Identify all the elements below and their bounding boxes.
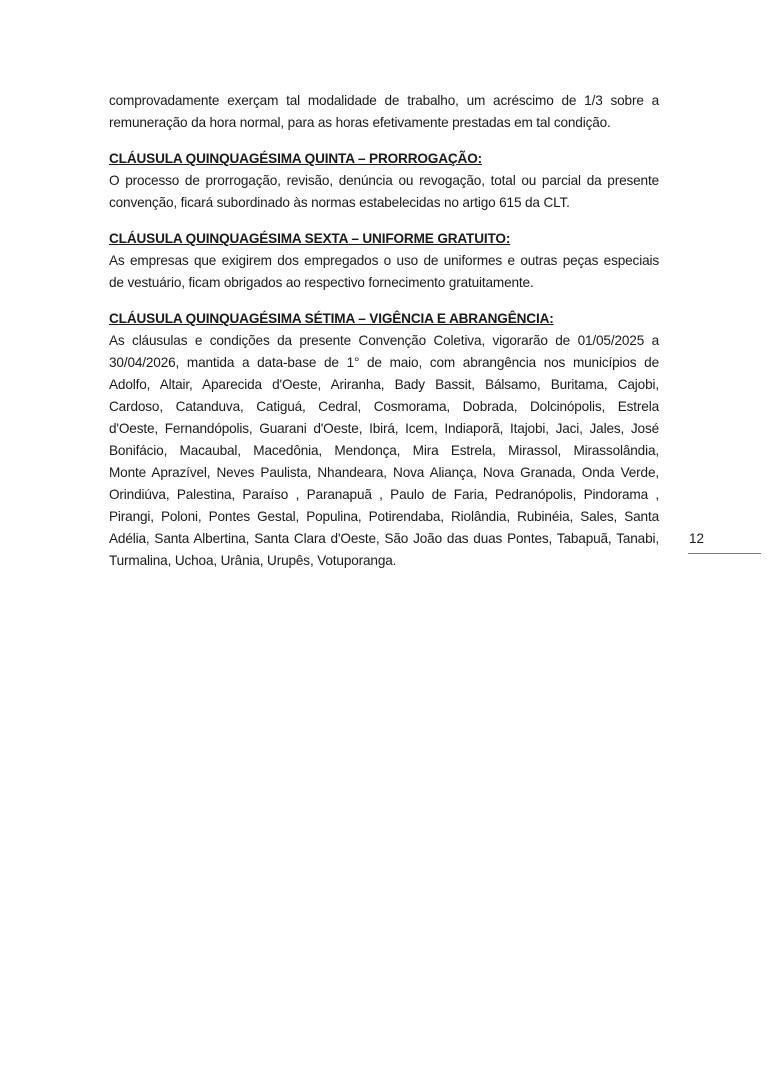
text-line: comprovadamente exerçam tal modalidade de trabalho, um acréscimo de 1/3 sobre a bbox=[109, 93, 659, 108]
text-line: O processo de prorrogação, revisão, denúncia ou revogação, total ou parcial da presente bbox=[109, 173, 659, 188]
clause-uniforme-gratuito bbox=[109, 228, 659, 294]
text-line: 30/04/2026, mantida a data-base de 1° de maio, com abrangência nos municípios de bbox=[109, 355, 659, 370]
clause-prorrogacao bbox=[109, 148, 659, 214]
page-number: 12 bbox=[689, 531, 705, 546]
text-line: Monte Aprazível, Neves Paulista, Nhandeara, Nova Aliança, Nova Granada, Onda Verde, bbox=[109, 465, 659, 480]
text-line: Adolfo, Altair, Aparecida d'Oeste, Ariranha, Bady Bassit, Bálsamo, Buritama, Cajobi, bbox=[109, 377, 659, 392]
clause-heading: CLÁUSULA QUINQUAGÉSIMA QUINTA – PRORROGAÇÃO: bbox=[109, 151, 483, 166]
text-line: Bonifácio, Macaubal, Macedônia, Mendonça, Mira Estrela, Mirassol, Mirassolândia, bbox=[109, 443, 659, 458]
text-line: As cláusulas e condições da presente Convenção Coletiva, vigorarão de 01/05/2025 a bbox=[109, 333, 659, 348]
page-number-rule bbox=[688, 553, 761, 554]
intro-paragraph bbox=[109, 90, 659, 134]
document-page bbox=[109, 90, 659, 572]
text-line: Turmalina, Uchoa, Urânia, Urupês, Votuporanga. bbox=[109, 553, 397, 568]
text-line: convenção, ficará subordinado às normas estabelecidas no artigo 615 da CLT. bbox=[109, 195, 570, 210]
text-line: Cardoso, Catanduva, Catiguá, Cedral, Cosmorama, Dobrada, Dolcinópolis, Estrela bbox=[109, 399, 659, 414]
text-line: d'Oeste, Fernandópolis, Guarani d'Oeste, Ibirá, Icem, Indiaporã, Itajobi, Jaci, Jales, José bbox=[109, 421, 659, 436]
text-line: Adélia, Santa Albertina, Santa Clara d'Oeste, São João das duas Pontes, Tabapuã, Tanabi, bbox=[109, 531, 659, 546]
clause-heading: CLÁUSULA QUINQUAGÉSIMA SEXTA – UNIFORME GRATUITO: bbox=[109, 231, 511, 246]
text-line: remuneração da hora normal, para as horas efetivamente prestadas em tal condição. bbox=[109, 115, 611, 130]
text-line: de vestuário, ficam obrigados ao respectivo fornecimento gratuitamente. bbox=[109, 275, 534, 290]
text-line: Orindiúva, Palestina, Paraíso , Paranapuã , Paulo de Faria, Pedranópolis, Pindorama , bbox=[109, 487, 659, 502]
clause-vigencia-abrangencia bbox=[109, 308, 659, 572]
clause-heading: CLÁUSULA QUINQUAGÉSIMA SÉTIMA – VIGÊNCIA E ABRANGÊNCIA: bbox=[109, 311, 554, 326]
text-line: As empresas que exigirem dos empregados o uso de uniformes e outras peças especiais bbox=[109, 253, 659, 268]
text-line: Pirangi, Poloni, Pontes Gestal, Populina, Potirendaba, Riolândia, Rubinéia, Sales, Santa bbox=[109, 509, 659, 524]
